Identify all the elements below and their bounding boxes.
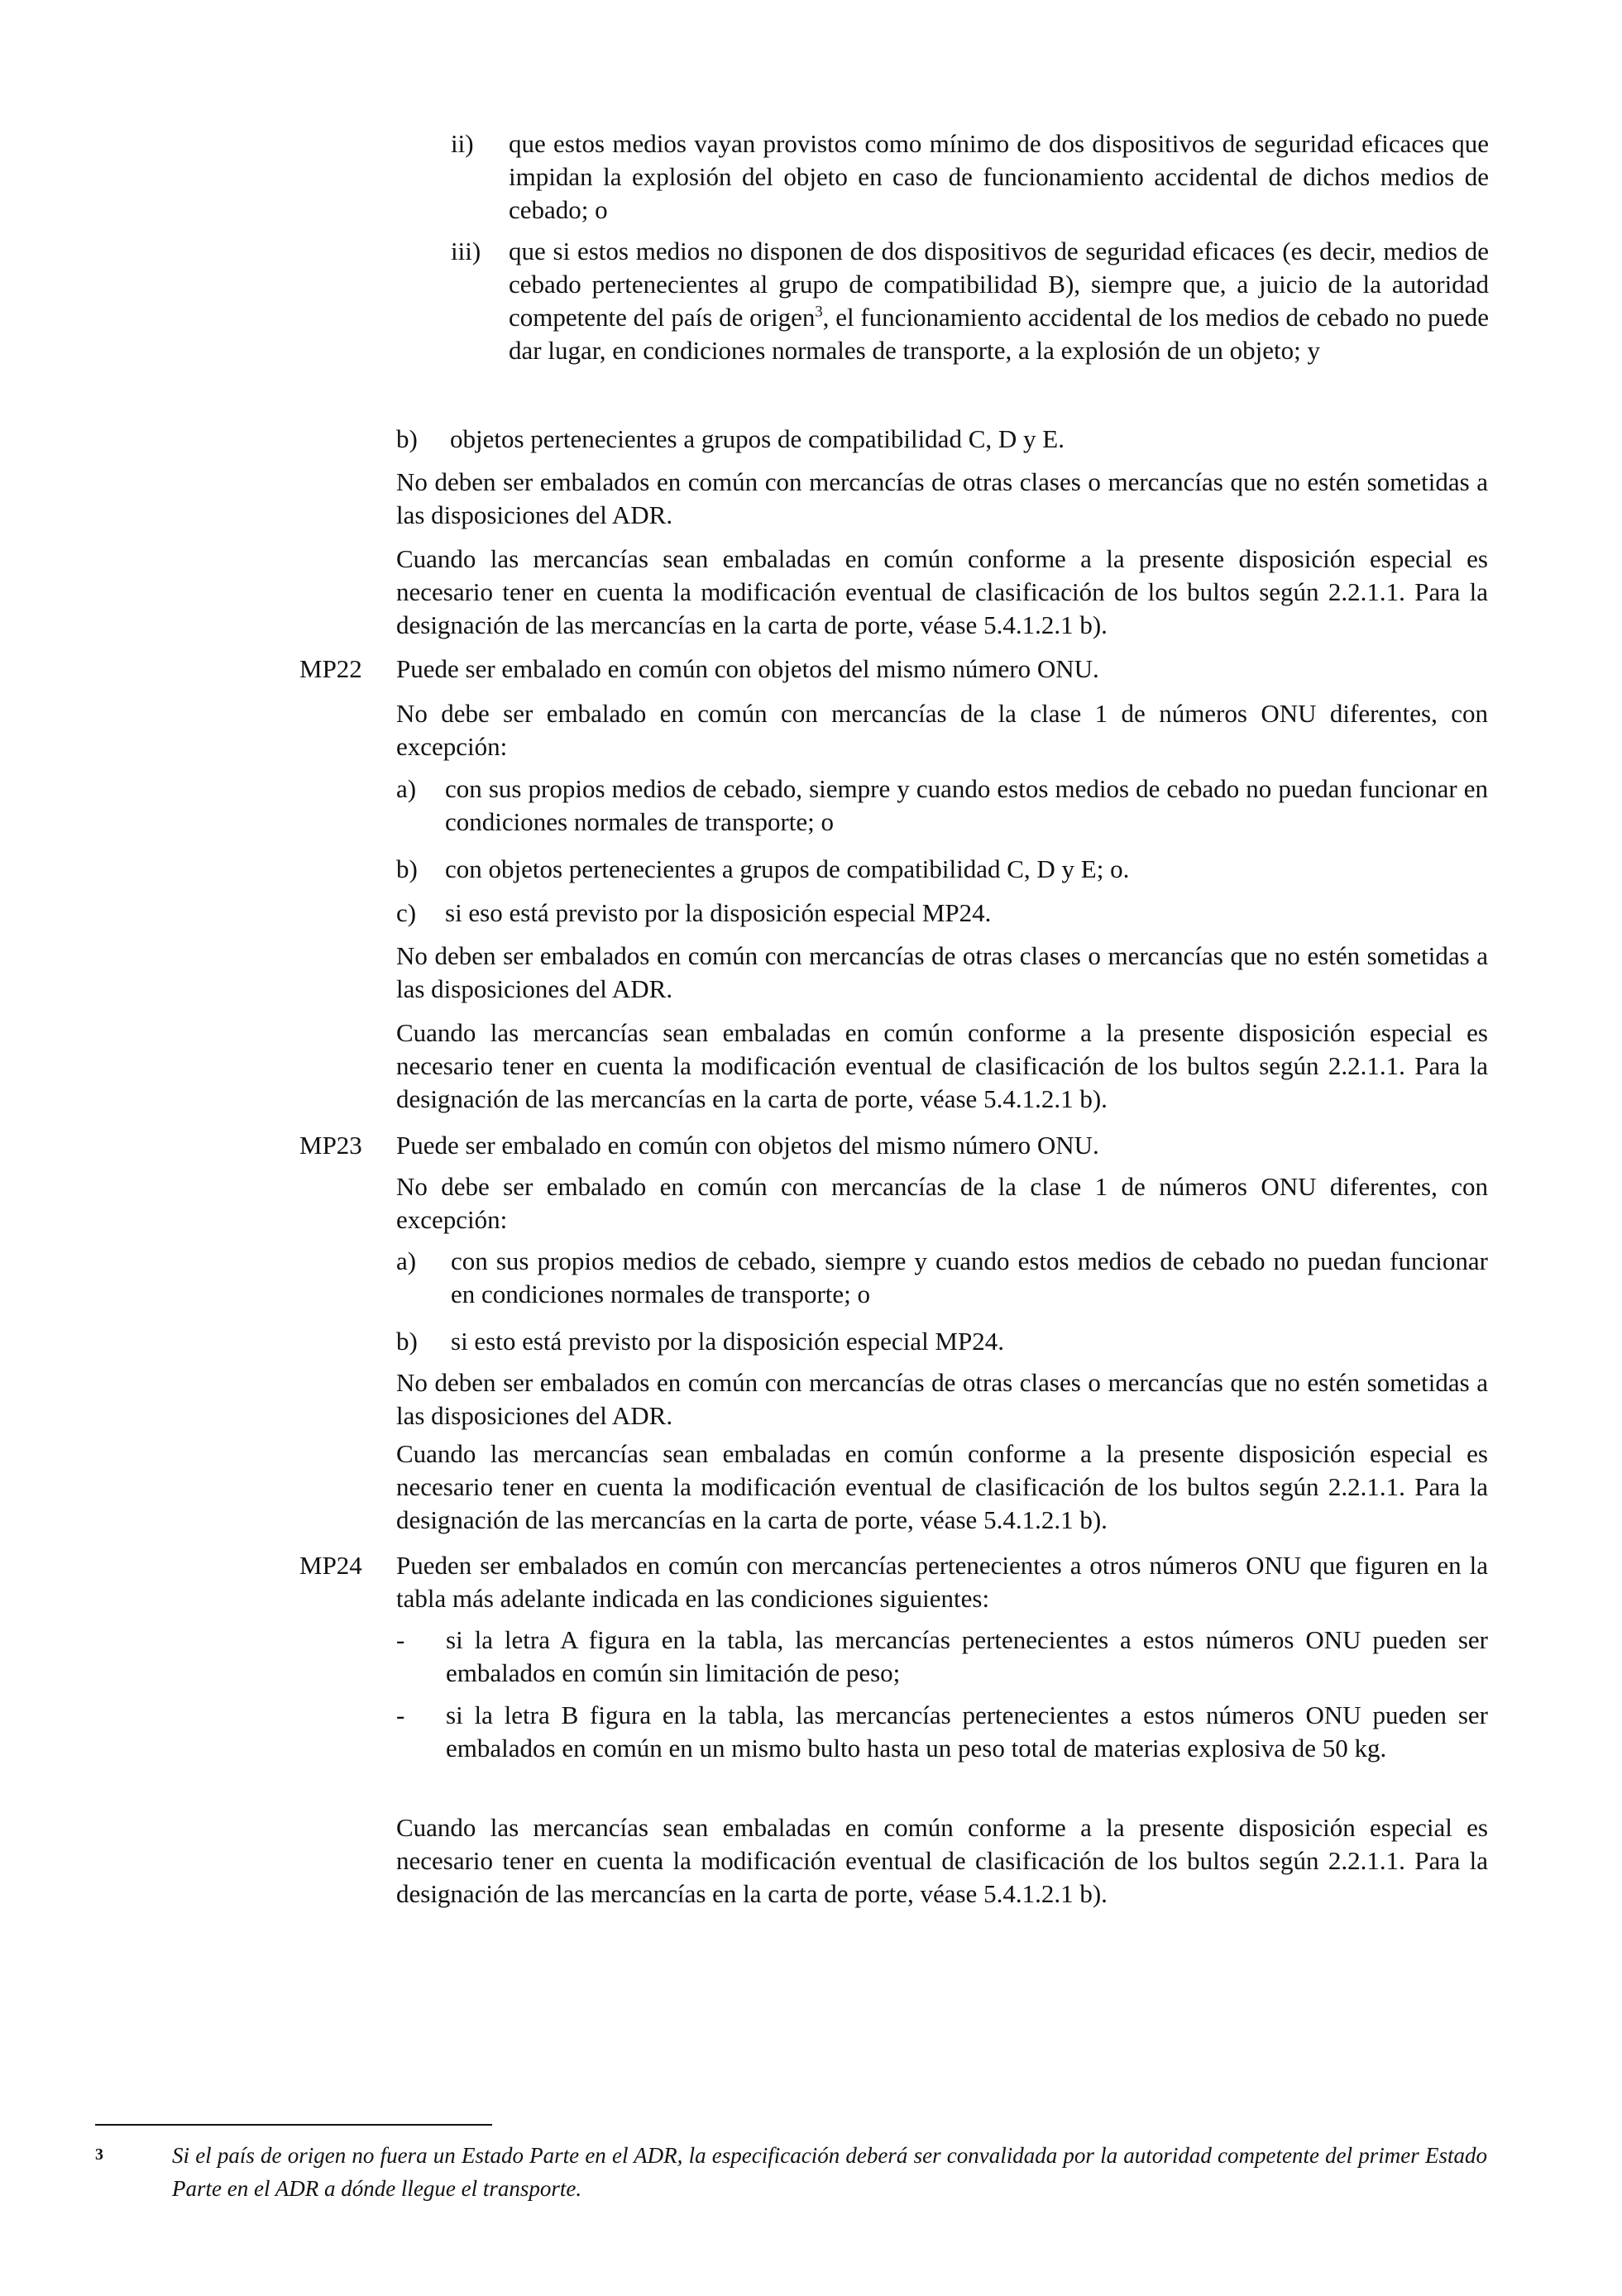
list-item-iii xyxy=(451,235,1489,409)
list-marker: iii) xyxy=(451,237,481,265)
provision-code: MP24 xyxy=(299,1551,362,1580)
list-marker: c) xyxy=(396,898,417,927)
list-item-dash xyxy=(396,1624,1488,1690)
paragraph: No debe ser embalado en común con mercancías de la clase 1 de números ONU diferentes, con excepción: xyxy=(396,699,1488,761)
list-marker: - xyxy=(396,1700,405,1729)
list-item-text: que estos medios vayan provistos como mínimo de dos dispositivos de seguridad eficaces que impidan la explosión del objeto en caso de funcionamiento accidental de dichos medios de cebado; o xyxy=(509,129,1489,224)
provision-code: MP22 xyxy=(299,654,362,683)
list-item-text: con sus propios medios de cebado, siempre y cuando estos medios de cebado no puedan funcionar en condiciones normales de transporte; o xyxy=(445,774,1488,836)
paragraph: No deben ser embalados en común con mercancías de otras clases o mercancías que no estén sometidas a las disposiciones del ADR. xyxy=(396,941,1488,1003)
list-marker: b) xyxy=(396,854,418,883)
paragraph: Pueden ser embalados en común con mercancías pertenecientes a otros números ONU que figuren en la tabla más adelante indicada en las condiciones siguientes: xyxy=(396,1551,1488,1613)
list-item-text: si eso está previsto por la disposición especial MP24. xyxy=(445,898,992,927)
list-item-text: si la letra B figura en la tabla, las mercancías pertenecientes a estos números ONU pueden ser embalados en común en un mismo bulto hasta un peso total de materias explosiva de 50 kg. xyxy=(446,1700,1488,1763)
list-marker: b) xyxy=(396,424,418,453)
footnote-reference: 3 xyxy=(815,303,823,321)
list-item-text: con objetos pertenecientes a grupos de compatibilidad C, D y E; o. xyxy=(445,854,1130,883)
text-segment: que si estos medios no disponen de dos dispositivos de seguridad eficaces (es decir, medios de cebado pertenecientes al grupo de compatibilidad B), siempre que, a juicio de la autoridad competente del país de origen xyxy=(509,237,1489,332)
footnote-number: 3 xyxy=(95,2145,103,2164)
footnote-text: Si el país de origen no fuera un Estado Parte en el ADR, la especificación deberá ser convalidada por la autoridad competente del primer Estado Parte en el ADR a dónde llegue el transporte. xyxy=(172,2143,1487,2201)
list-item-dash xyxy=(396,1699,1488,1798)
list-marker: ii) xyxy=(451,129,474,158)
paragraph: Cuando las mercancías sean embaladas en común conforme a la presente disposición especial es necesario tener en cuenta la modificación eventual de clasificación de los bultos según 2.2.1.1. Para la designación de las mercancías en la carta de porte, véase 5.4.1.2.1 b). xyxy=(396,1439,1488,1534)
list-marker: b) xyxy=(396,1327,418,1356)
list-item-text: si la letra A figura en la tabla, las mercancías pertenecientes a estos números ONU pueden ser embalados en común sin limitación de peso; xyxy=(446,1625,1488,1687)
list-item-text xyxy=(509,235,1489,367)
paragraph: No debe ser embalado en común con mercancías de la clase 1 de números ONU diferentes, con excepción: xyxy=(396,1172,1488,1234)
paragraph: No deben ser embalados en común con mercancías de otras clases o mercancías que no estén sometidas a las disposiciones del ADR. xyxy=(396,1368,1488,1430)
list-marker: a) xyxy=(396,774,417,803)
list-item-text: si esto está previsto por la disposición especial MP24. xyxy=(451,1327,1004,1356)
list-item-a xyxy=(396,773,1488,839)
list-item-ii xyxy=(451,127,1489,227)
list-item-c xyxy=(396,897,1488,930)
list-item-a xyxy=(396,1245,1488,1311)
paragraph: Cuando las mercancías sean embaladas en común conforme a la presente disposición especial es necesario tener en cuenta la modificación eventual de clasificación de los bultos según 2.2.1.1. Para la designación de las mercancías en la carta de porte, véase 5.4.1.2.1 b). xyxy=(396,1018,1488,1113)
paragraph: No deben ser embalados en común con mercancías de otras clases o mercancías que no estén sometidas a las disposiciones del ADR. xyxy=(396,467,1488,529)
footnote-separator xyxy=(95,2124,492,2126)
list-marker: a) xyxy=(396,1246,417,1275)
list-item-b xyxy=(396,853,1488,886)
text-segment: , el funcionamiento accidental de los medios de cebado no puede dar lugar, en condiciones normales de transporte, a la explosión de un objeto; y xyxy=(509,303,1489,365)
list-item-text: objetos pertenecientes a grupos de compatibilidad C, D y E. xyxy=(450,424,1065,453)
paragraph: Puede ser embalado en común con objetos del mismo número ONU. xyxy=(396,654,1099,683)
paragraph: Puede ser embalado en común con objetos del mismo número ONU. xyxy=(396,1131,1099,1160)
paragraph: Cuando las mercancías sean embaladas en común conforme a la presente disposición especial es necesario tener en cuenta la modificación eventual de clasificación de los bultos según 2.2.1.1. Para la designación de las mercancías en la carta de porte, véase 5.4.1.2.1 b). xyxy=(396,1813,1488,1908)
list-item-text: con sus propios medios de cebado, siempre y cuando estos medios de cebado no puedan funcionar en condiciones normales de transporte; o xyxy=(451,1246,1488,1308)
list-item-b xyxy=(396,1325,1488,1358)
list-item-b xyxy=(396,423,1488,456)
paragraph: Cuando las mercancías sean embaladas en común conforme a la presente disposición especial es necesario tener en cuenta la modificación eventual de clasificación de los bultos según 2.2.1.1. Para la designación de las mercancías en la carta de porte, véase 5.4.1.2.1 b). xyxy=(396,544,1488,639)
list-marker: - xyxy=(396,1625,405,1654)
provision-code: MP23 xyxy=(299,1131,362,1160)
